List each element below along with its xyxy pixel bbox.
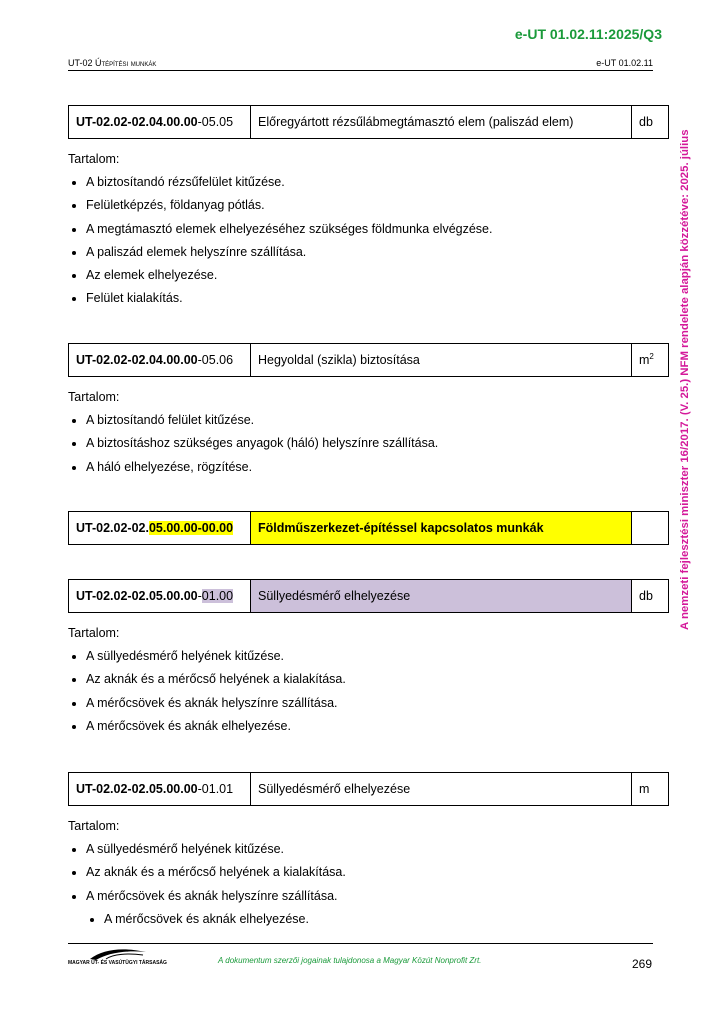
list-item: • Felületképzés, földanyag pótlás.: [86, 197, 669, 220]
content-title: Tartalom:: [68, 390, 120, 404]
item-block: [68, 579, 669, 741]
item-table: [68, 579, 669, 613]
item-description: Hegyoldal (szikla) biztosítása: [251, 344, 632, 377]
content-title: Tartalom:: [68, 626, 120, 640]
item-unit: m: [632, 773, 669, 806]
list-item: • A biztosítandó rézsűfelület kitűzése.: [86, 174, 669, 197]
content-list: [68, 174, 669, 314]
content-title: Tartalom:: [68, 819, 120, 833]
item-code: UT-02.02-02.05.00.00-00.00: [69, 512, 251, 545]
list-item: • Felület kialakítás.: [86, 290, 669, 313]
section-heading-block: [68, 511, 669, 545]
logo-swoosh-icon: [88, 947, 148, 961]
org-logo: [68, 947, 168, 969]
list-item: • A biztosításhoz szükséges anyagok (háló) helyszínre szállítása.: [86, 435, 669, 458]
item-block: [68, 772, 669, 934]
header-left: UT-02 Útépítési munkák: [68, 58, 157, 68]
list-item: • Az elemek elhelyezése.: [86, 267, 669, 290]
list-item: • A mérőcsövek és aknák elhelyezése.: [86, 718, 669, 741]
item-table: [68, 511, 669, 545]
list-item: • Az aknák és a mérőcső helyének a kialakítása.: [86, 864, 669, 887]
item-content: [68, 626, 669, 741]
item-code: UT-02.02-02.05.00.00-01.00: [69, 580, 251, 613]
list-item: • A süllyedésmérő helyének kitűzése.: [86, 841, 669, 864]
document-code: e-UT 01.02.11:2025/Q3: [514, 26, 662, 42]
item-unit: [632, 512, 669, 545]
item-code: UT-02.02-02.04.00.00-05.05: [69, 106, 251, 139]
item-description: Előregyártott rézsűlábmegtámasztó elem (paliszád elem): [251, 106, 632, 139]
content-list: [68, 648, 669, 741]
item-unit: $m^2$: [632, 344, 669, 377]
item-unit: db: [632, 106, 669, 139]
item-content: [68, 819, 669, 934]
content-list: [68, 412, 669, 482]
item-content: [68, 390, 669, 482]
footer-divider: [68, 943, 653, 944]
item-table: [68, 105, 669, 139]
content-list: [68, 841, 669, 934]
list-item: • Az aknák és a mérőcső helyének a kialakítása.: [86, 671, 669, 694]
list-item: • A biztosítandó felület kitűzése.: [86, 412, 669, 435]
list-item: • A megtámasztó elemek elhelyezéséhez szükséges földmunka elvégzése.: [86, 221, 669, 244]
org-name: MAGYAR ÚT- ÉS VASÚTÜGYI TÁRSASÁG: [68, 960, 167, 966]
list-item: • A háló elhelyezése, rögzítése.: [86, 459, 669, 482]
list-item: • A süllyedésmérő helyének kitűzése.: [86, 648, 669, 671]
item-code: UT-02.02-02.05.00.00-01.01: [69, 773, 251, 806]
list-item: • A paliszád elemek helyszínre szállítása.: [86, 244, 669, 267]
item-block: [68, 105, 669, 314]
page-header: [68, 58, 653, 71]
item-table: [68, 772, 669, 806]
item-content: [68, 152, 669, 314]
copyright-notice: A dokumentum szerzői jogainak tulajdonosa a Magyar Közút Nonprofit Zrt.: [218, 956, 482, 965]
item-description: Földműszerkezet-építéssel kapcsolatos munkák: [251, 512, 632, 545]
item-description: Süllyedésmérő elhelyezése: [251, 580, 632, 613]
item-unit: db: [632, 580, 669, 613]
side-publication-note: A nemzeti fejlesztési miniszter 16/2017. (V. 25.) NFM rendelete alapján közzétéve: 2025. július: [679, 129, 691, 630]
content-title: Tartalom:: [68, 152, 120, 166]
list-item: • A mérőcsövek és aknák helyszínre szállítása.: [86, 888, 669, 911]
item-code: UT-02.02-02.04.00.00-05.06: [69, 344, 251, 377]
header-right: e-UT 01.02.11: [596, 58, 653, 68]
list-item: • A mérőcsövek és aknák helyszínre szállítása.: [86, 695, 669, 718]
page-number: 269: [631, 957, 652, 971]
item-description: Süllyedésmérő elhelyezése: [251, 773, 632, 806]
list-item: • A mérőcsövek és aknák elhelyezése.: [104, 911, 669, 934]
item-table: [68, 343, 669, 377]
item-block: [68, 343, 669, 482]
